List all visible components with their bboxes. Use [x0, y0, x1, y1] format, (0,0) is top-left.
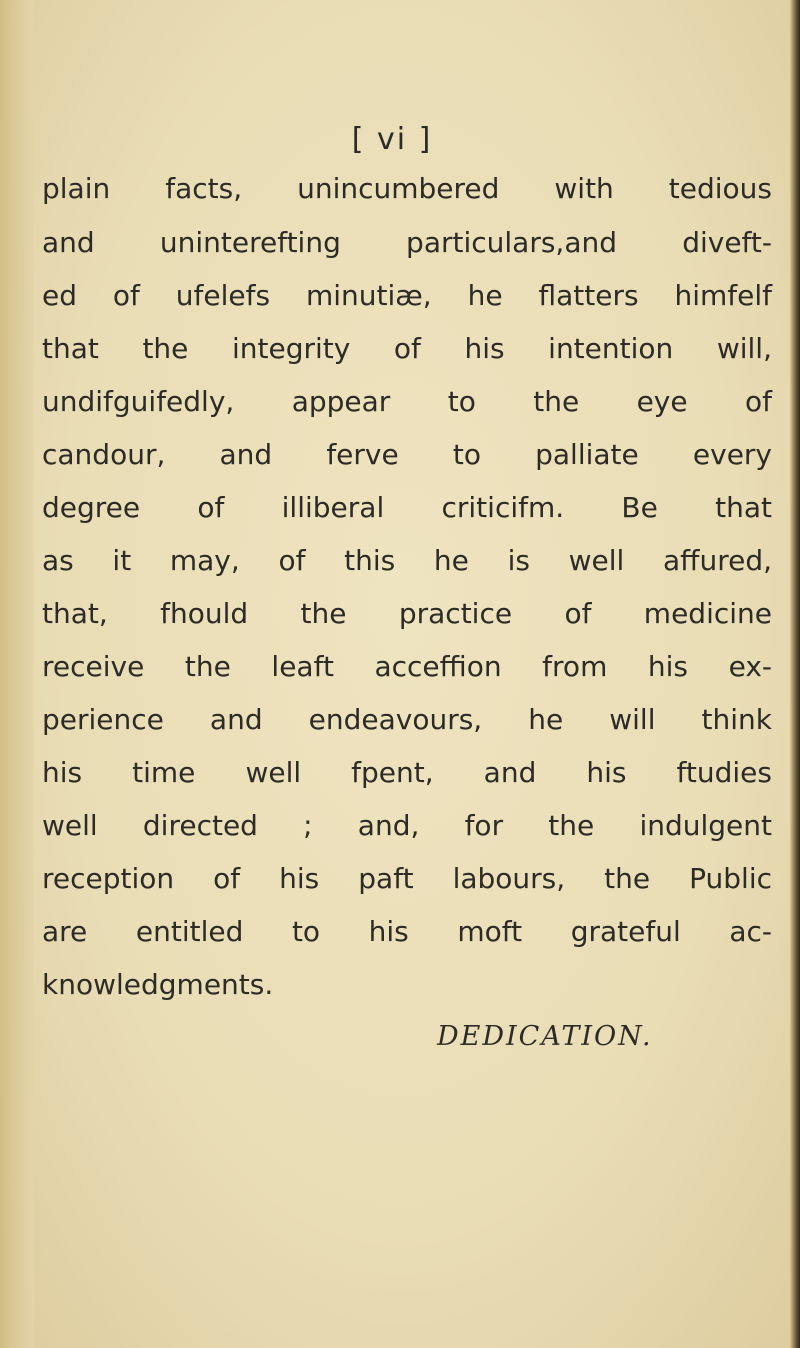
text-line: degree of illiberal criticifm. Be that	[42, 491, 772, 524]
text-line: that, fhould the practice of medicine	[42, 597, 772, 630]
text-line: receive the leaft acceffion from his ex-	[42, 650, 772, 683]
page-left-edge	[0, 0, 34, 1348]
text-line: knowledgments.	[42, 968, 274, 1001]
text-line: perience and endeavours, he will think	[42, 703, 772, 736]
text-line: plain facts, unincumbered with tedious	[42, 172, 772, 205]
text-line: reception of his paft labours, the Public	[42, 862, 772, 895]
text-line: that the integrity of his intention will,	[42, 332, 772, 365]
text-line: his time well fpent, and his ftudies	[42, 756, 772, 789]
page-number: [ vi ]	[351, 122, 433, 157]
catchword: DEDICATION.	[437, 1021, 653, 1052]
page-right-edge	[790, 0, 800, 1348]
text-line: are entitled to his moft grateful ac-	[42, 915, 772, 948]
text-line: and uninterefting particulars,and diveft-	[42, 226, 772, 259]
text-line: undifguifedly, appear to the eye of	[42, 385, 772, 418]
text-line: well directed ; and, for the indulgent	[42, 809, 772, 842]
text-line: candour, and ferve to palliate every	[42, 438, 772, 471]
text-line: ed of ufelefs minutiæ, he flatters himfelf	[42, 279, 772, 312]
text-line: as it may, of this he is well affured,	[42, 544, 772, 577]
